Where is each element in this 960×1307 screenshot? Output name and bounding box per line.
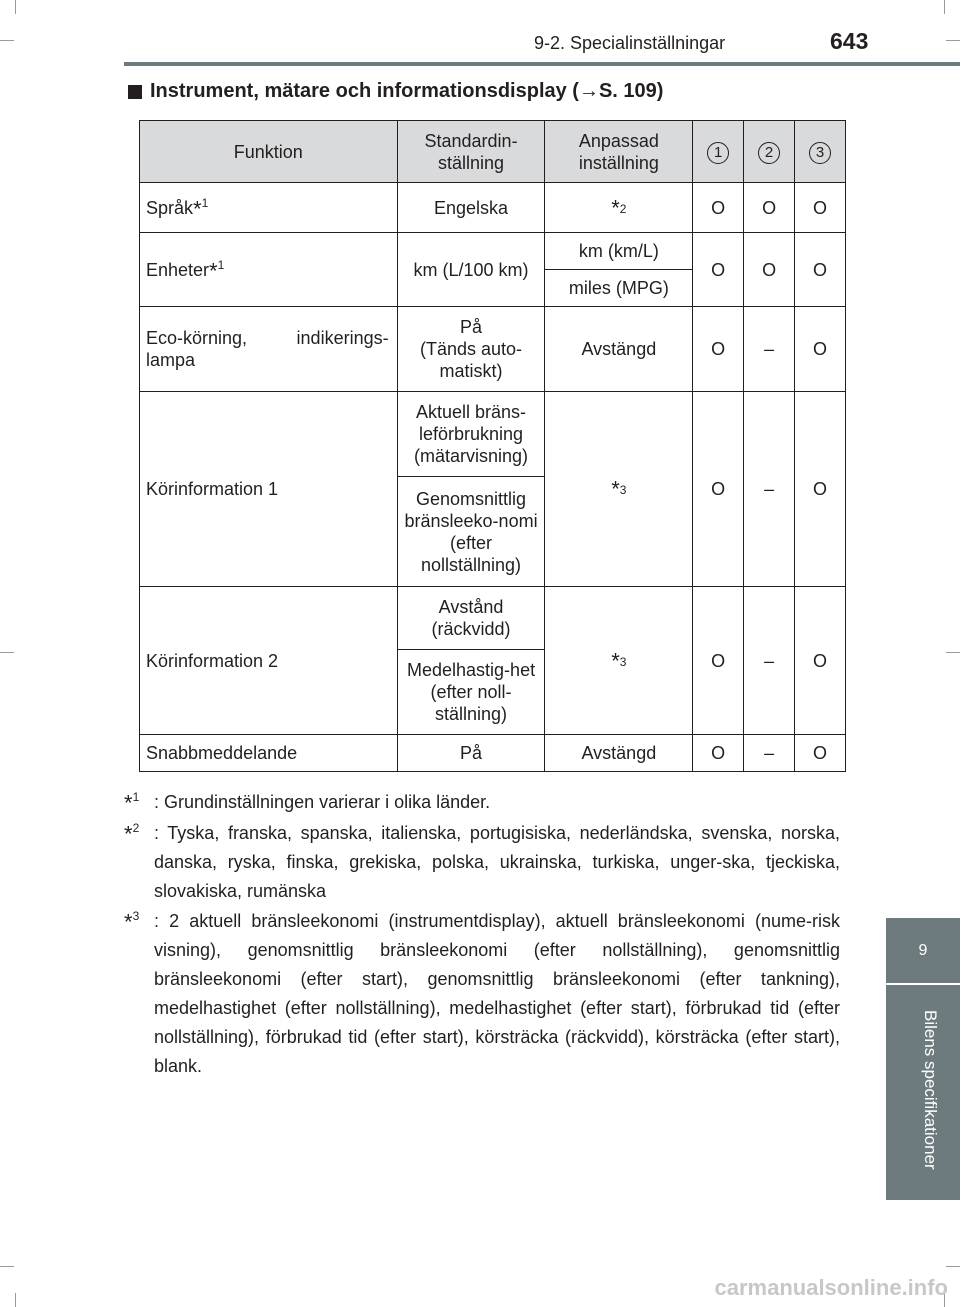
cell-anpassad: miles (MPG)	[545, 270, 693, 307]
asterisk-icon: *	[611, 647, 620, 673]
cell-c2: –	[744, 735, 795, 772]
footnote-ref: 3	[619, 654, 627, 669]
cell-c3: O	[795, 735, 846, 772]
asterisk-icon: *	[209, 257, 218, 283]
col-header-3	[795, 121, 846, 183]
watermark: carmanualsonline.info	[714, 1275, 948, 1300]
cell-anpassad	[545, 392, 693, 587]
cell-anpassad	[545, 183, 693, 233]
col-header-1	[693, 121, 744, 183]
crop-mark	[946, 40, 960, 41]
cell-c1: O	[693, 735, 744, 772]
circled-2-icon: 2	[758, 142, 780, 164]
cell-standard: Genomsnittlig bränsleeko-nomi (efter nollställning)	[397, 477, 545, 587]
cell-c1: O	[693, 307, 744, 392]
cell-c3: O	[795, 392, 846, 587]
cell-text: matiskt)	[439, 361, 503, 381]
cell-c3: O	[795, 307, 846, 392]
cell-text: På	[460, 317, 483, 337]
footnote-number: 2	[132, 821, 140, 835]
cell-text: lampa	[146, 350, 196, 370]
cell-funktion	[140, 233, 398, 307]
bullet-square-icon	[128, 85, 142, 99]
cell-anpassad	[545, 587, 693, 735]
crop-mark	[15, 0, 16, 14]
asterisk-icon: *	[611, 194, 620, 220]
cell-c2: O	[744, 233, 795, 307]
footnote-marker	[124, 788, 139, 817]
crop-mark	[0, 1266, 14, 1267]
footnote-ref: 2	[619, 201, 627, 216]
table-row	[140, 233, 846, 270]
cell-c2: O	[744, 183, 795, 233]
table-row	[140, 307, 846, 392]
cell-funktion: Snabbmeddelande	[140, 735, 398, 772]
chapter-number: 9	[886, 918, 960, 983]
cell-standard: Medelhastig-het (efter noll-ställning)	[397, 650, 545, 735]
cell-text: Eco-körning, indikerings-	[146, 328, 389, 348]
footnote-text: : 2 aktuell bränsleekonomi (instrumentdisplay), aktuell bränsleekonomi (nume-risk visning), genomsnittlig bränsleekonomi (efter nollställning), genomsnittlig bränsleekonomi (efter start), genomsnittlig bränsleekonomi (efter tankning), medelhastighet (efter nollställning), medelhastighet (efter start), förbrukad tid (efter nollställning), förbrukad tid (efter start), körsträcka (räckvidd), körsträcka (efter start), blank.	[154, 911, 840, 1076]
cell-c3: O	[795, 183, 846, 233]
table-row	[140, 392, 846, 477]
asterisk-icon: *	[124, 821, 133, 847]
cell-funktion	[140, 307, 398, 392]
heading-label: Instrument, mätare och informationsdisplay (	[150, 80, 579, 102]
crop-mark	[946, 652, 960, 653]
asterisk-icon: *	[193, 195, 202, 221]
footnote	[124, 907, 840, 1081]
asterisk-icon: *	[611, 476, 620, 502]
arrow-icon: →	[578, 80, 599, 102]
table-row	[140, 587, 846, 650]
cell-standard: Avstånd (räckvidd)	[397, 587, 545, 650]
col-header-anpassad: Anpassad inställning	[545, 121, 693, 183]
table-row	[140, 735, 846, 772]
footnote-ref: 1	[217, 257, 225, 272]
asterisk-icon: *	[124, 790, 133, 816]
footnote	[124, 819, 840, 906]
cell-text: Enheter	[146, 259, 210, 280]
footnote-ref: 3	[619, 483, 627, 497]
cell-standard: Aktuell bräns-leförbrukning (mätarvisning)	[397, 392, 545, 477]
cell-c3: O	[795, 587, 846, 735]
col-header-2	[744, 121, 795, 183]
circled-1-icon: 1	[707, 142, 729, 164]
cell-anpassad: Avstängd	[545, 307, 693, 392]
crop-mark	[944, 0, 945, 14]
cell-c3: O	[795, 233, 846, 307]
chapter-title: Bilens specifikationer	[921, 1010, 940, 1170]
cell-funktion	[140, 183, 398, 233]
cell-c2: –	[744, 587, 795, 735]
crop-mark	[946, 1266, 960, 1267]
footnote-ref: 1	[201, 195, 209, 210]
cell-text: Språk	[146, 197, 194, 218]
crop-mark	[0, 652, 14, 653]
circled-3-icon: 3	[809, 142, 831, 164]
header-rule	[124, 62, 960, 66]
cell-standard: På	[397, 735, 545, 772]
footnote-text: : Grundinställningen varierar i olika länder.	[154, 792, 491, 812]
footnote	[124, 788, 840, 817]
cell-standard	[397, 307, 545, 392]
cell-c1: O	[693, 233, 744, 307]
cell-c1: O	[693, 183, 744, 233]
table-header-row	[140, 121, 846, 183]
cell-c2: –	[744, 307, 795, 392]
settings-table	[139, 120, 846, 772]
page-number: 643	[830, 28, 869, 54]
footnote-text: : Tyska, franska, spanska, italienska, portugisiska, nederländska, svenska, norska, danska, ryska, finska, grekiska, polska, ukrainska, turkiska, unger-ska, tjeckiska, slovakiska, rumänska	[154, 823, 840, 901]
table-row	[140, 183, 846, 233]
col-header-funktion: Funktion	[140, 121, 398, 183]
footnote-marker	[124, 819, 139, 848]
cell-standard: km (L/100 km)	[397, 233, 545, 307]
asterisk-icon: *	[124, 909, 133, 935]
section-title: 9-2. Specialinställningar	[534, 33, 726, 53]
heading-text	[150, 80, 663, 103]
cell-c2: –	[744, 392, 795, 587]
cell-text: (Tänds auto-	[420, 339, 523, 359]
chapter-tab-divider	[886, 983, 960, 985]
cell-funktion: Körinformation 2	[140, 587, 398, 735]
cell-c1: O	[693, 392, 744, 587]
cell-anpassad: km (km/L)	[545, 233, 693, 270]
cell-standard: Engelska	[397, 183, 545, 233]
crop-mark	[15, 1293, 16, 1307]
footnote-number: 1	[132, 790, 140, 804]
page-reference: S. 109)	[598, 80, 664, 102]
footnote-number: 3	[132, 909, 140, 923]
col-header-standard: Standardin-ställning	[397, 121, 545, 183]
crop-mark	[0, 40, 14, 41]
cell-anpassad: Avstängd	[545, 735, 693, 772]
footnote-marker	[124, 907, 139, 936]
cell-c1: O	[693, 587, 744, 735]
section-heading	[128, 80, 663, 103]
cell-funktion: Körinformation 1	[140, 392, 398, 587]
